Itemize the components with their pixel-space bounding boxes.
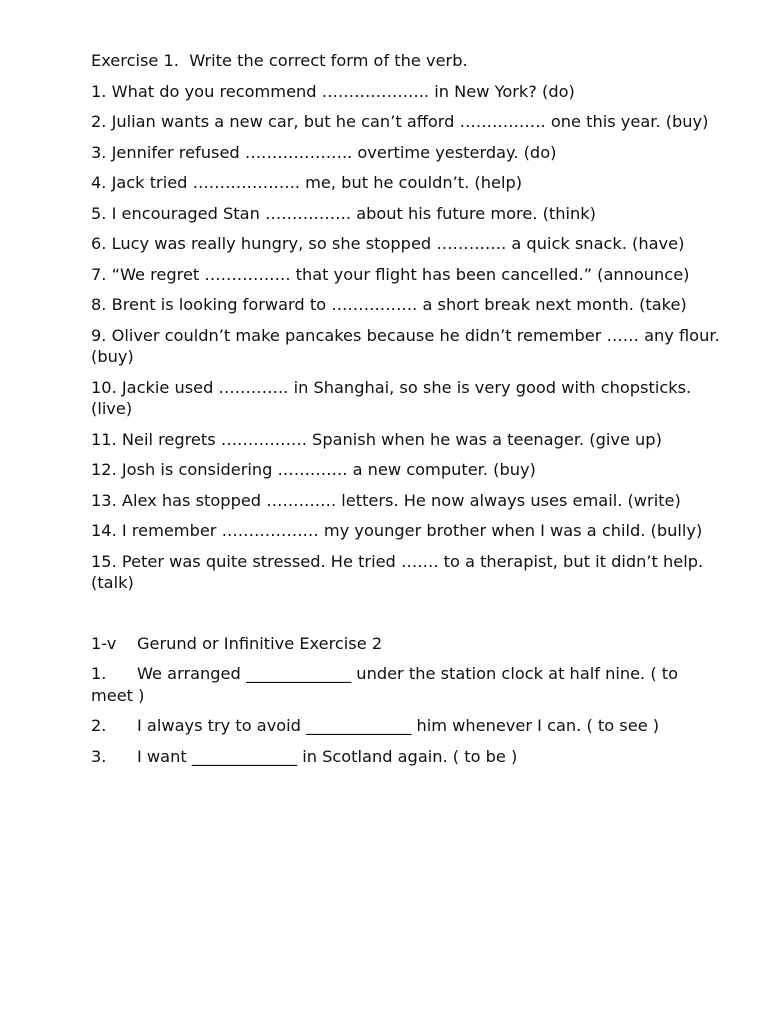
exercise1-item-6: 6. Lucy was really hungry, so she stopped …………. a quick snack. (have) xyxy=(91,234,685,253)
exercise1-item-2: 2. Julian wants a new car, but he can’t afford ……………. one this year. (buy) xyxy=(91,112,709,131)
exercise2-title xyxy=(91,633,721,655)
exercise1-item-7: 7. “We regret ……………. that your flight has been cancelled.” (announce) xyxy=(91,264,690,284)
exercise2-item-number: 1. xyxy=(91,664,107,683)
exercise2-item-3 xyxy=(91,746,721,768)
exercise1-item-9: 9. Oliver couldn’t make pancakes because he didn’t remember …… any flour. (buy) xyxy=(91,325,720,366)
exercise1-item-14: 14. I remember ……………… my younger brother when I was a child. (bully) xyxy=(91,521,703,540)
exercise1-item-11: 11. Neil regrets ……………. Spanish when he was a teenager. (give up) xyxy=(91,429,662,449)
section-spacer xyxy=(91,603,721,633)
exercise1-item-3: 3. Jennifer refused ……………….. overtime yesterday. (do) xyxy=(91,142,557,162)
exercise1-item-10: 10. Jackie used …………. in Shanghai, so she is very good with chopsticks. (live) xyxy=(91,377,692,418)
exercise1-item-12: 12. Josh is considering …………. a new computer. (buy) xyxy=(91,460,536,479)
exercise1-item-1: 1. What do you recommend ……………….. in New York? (do) xyxy=(91,81,575,101)
exercise1-item-5: 5. I encouraged Stan ……………. about his future more. (think) xyxy=(91,203,596,223)
worksheet-page xyxy=(91,50,721,776)
exercise1-item-4: 4. Jack tried ……………….. me, but he couldn’t. (help) xyxy=(91,173,523,192)
exercise2-item-2 xyxy=(91,715,721,737)
exercise1-item-8: 8. Brent is looking forward to ……………. a short break next month. (take) xyxy=(91,295,687,314)
exercise2-item-1 xyxy=(91,663,721,706)
exercise2-item-number: 3. xyxy=(91,746,107,766)
exercise2-item-text: I always try to avoid _____________ him whenever I can. ( to see ) xyxy=(137,716,660,735)
exercise2-title-text: Gerund or Infinitive Exercise 2 xyxy=(137,633,383,653)
exercise1-title: Exercise 1. Write the correct form of the verb. xyxy=(91,51,468,70)
exercise1-item-15: 15. Peter was quite stressed. He tried ……. to a therapist, but it didn’t help. (talk) xyxy=(91,551,704,592)
exercise1-item-13: 13. Alex has stopped …………. letters. He now always uses email. (write) xyxy=(91,490,681,510)
exercise2-prefix: 1-v xyxy=(91,633,117,653)
exercise2-item-text: We arranged _____________ under the station clock at half nine. ( to meet ) xyxy=(91,664,679,705)
exercise2-item-text: I want _____________ in Scotland again. ( to be ) xyxy=(137,746,518,766)
exercise2-item-number: 2. xyxy=(91,716,107,735)
